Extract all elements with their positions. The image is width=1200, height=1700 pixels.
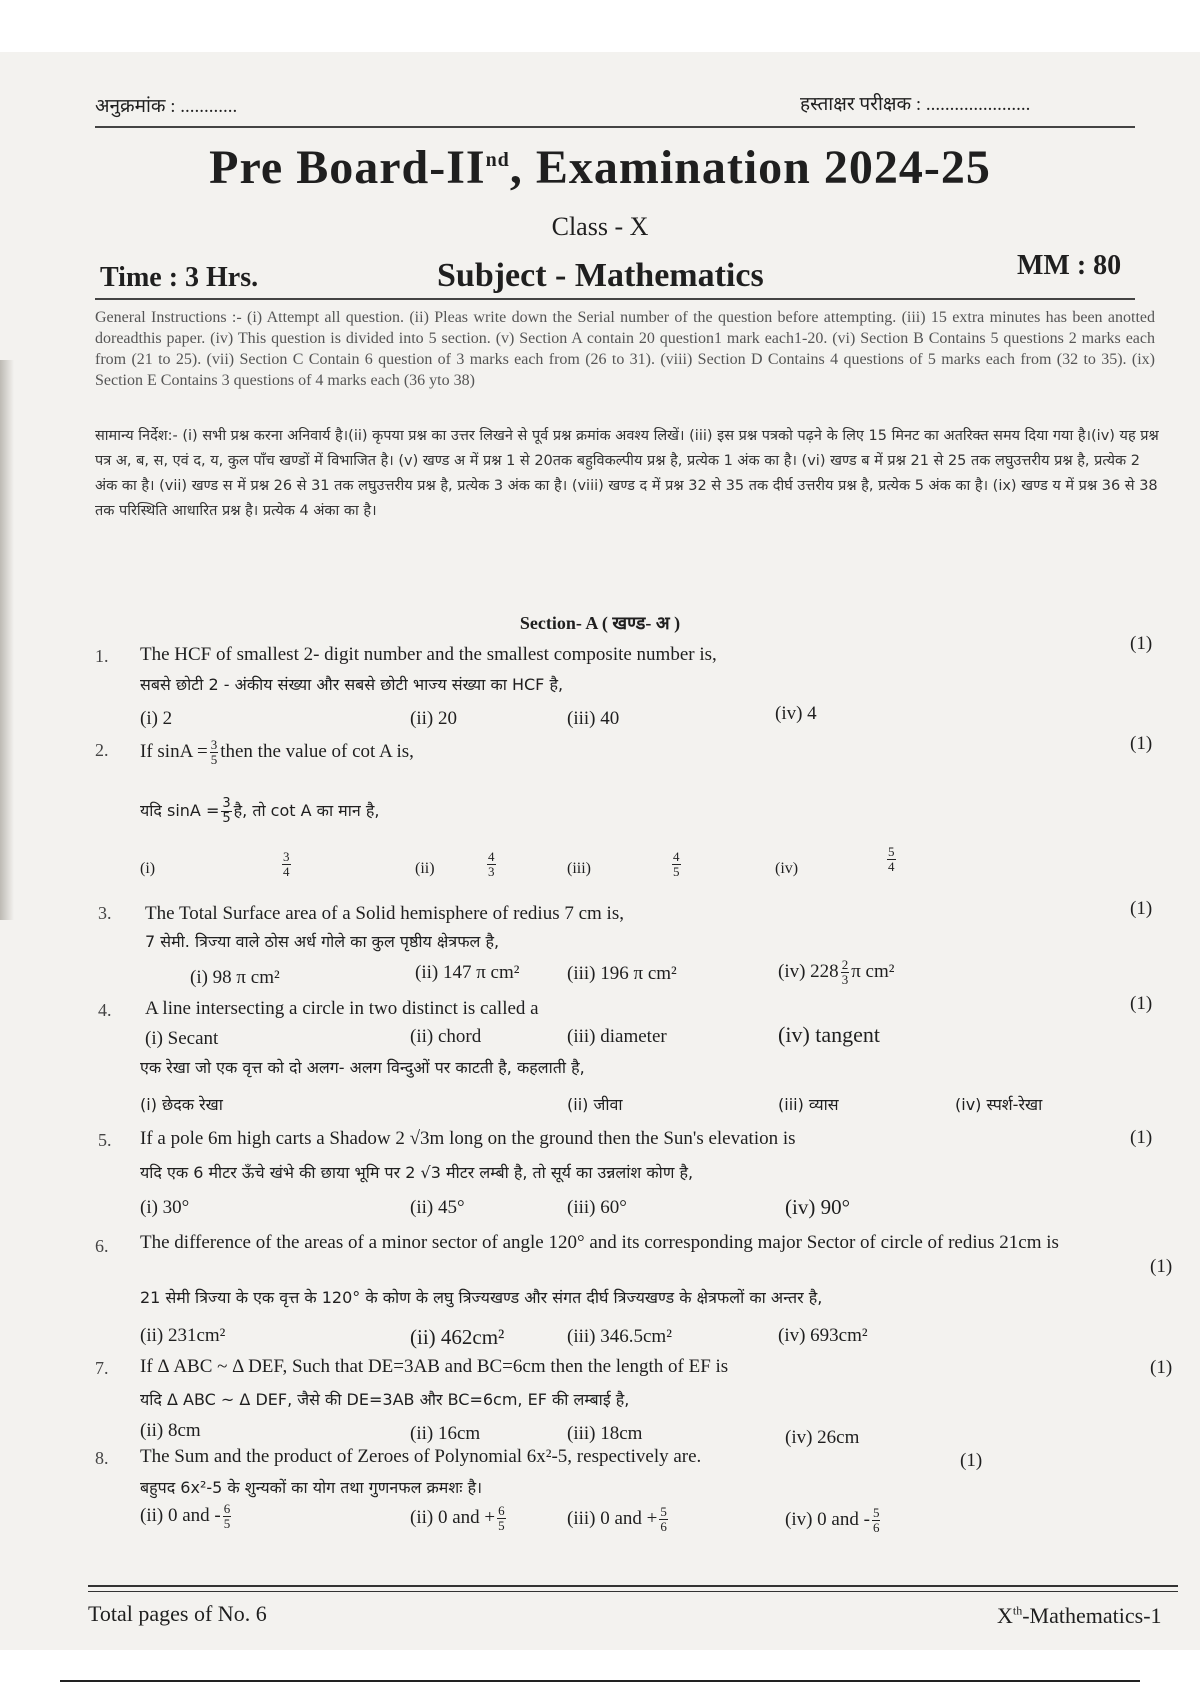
q1-option-2: (ii) 20 [410, 708, 457, 729]
q6-option-1: (ii) 231cm² [140, 1325, 226, 1346]
q3-marks: (1) [1130, 898, 1153, 919]
q2-option-3-value: $\frac{4}{5}$ [673, 849, 680, 879]
q8-text-en: The Sum and the product of Zeroes of Polynomial 6x²-5, respectively are. [140, 1446, 702, 1467]
q7-option-4: (iv) 26cm [785, 1427, 860, 1448]
q6-number: 6. [95, 1236, 109, 1256]
q6-text-hi: 21 सेमी त्रिज्या के एक वृत्त के 120° के कोण के लघु त्रिज्यखण्ड और संगत दीर्घ त्रिज्यखण्ड के क्षेत्रफलों का अन्तर है, [140, 1288, 823, 1307]
q6-text-en: The difference of the areas of a minor sector of angle 120° and its corresponding major Sector of circle of redius 21cm is [140, 1232, 1059, 1253]
footer-rule-2 [88, 1591, 1178, 1592]
footer-rule-1 [88, 1585, 1178, 1587]
section-a-title: Section- A ( खण्ड- अ ) [519, 613, 681, 633]
q5-marks: (1) [1130, 1127, 1153, 1148]
q3-number: 3. [98, 903, 112, 923]
q1-marks: (1) [1130, 633, 1153, 654]
q5-text-en: If a pole 6m high carts a Shadow 2 √3m long on the ground then the Sun's elevation is [140, 1128, 796, 1149]
q3-text-en: The Total Surface area of a Solid hemisphere of redius 7 cm is, [145, 903, 624, 924]
time-label: Time : 3 Hrs. [100, 262, 259, 293]
page-fold-shadow [0, 360, 14, 920]
q2-option-4-value: $\frac{5}{4}$ [888, 844, 895, 874]
q7-number: 7. [95, 1358, 109, 1378]
q4-option-2-hi: (ii) जीवा [567, 1095, 623, 1114]
q2-number: 2. [95, 740, 109, 760]
q4-marks: (1) [1130, 993, 1153, 1014]
q7-option-3: (iii) 18cm [567, 1423, 643, 1444]
q2-sin-fraction-hi: $\frac{3}{5}$ [222, 796, 231, 826]
q2-sin-fraction: $\frac{3}{5}$ [210, 737, 218, 767]
q6-option-4: (iv) 693cm² [778, 1325, 868, 1346]
q2-option-2-label: (ii) [415, 860, 435, 877]
q2-marks: (1) [1130, 733, 1153, 754]
q6-marks: (1) [1150, 1256, 1173, 1277]
max-marks-label: MM : 80 [1017, 250, 1122, 281]
q4-option-4: (iv) tangent [778, 1022, 881, 1047]
title-rule [95, 298, 1135, 300]
q5-option-4: (iv) 90° [785, 1195, 850, 1219]
q4-option-1: (i) Secant [145, 1028, 219, 1049]
q4-text-hi: एक रेखा जो एक वृत्त को दो अलग- अलग विन्दुओं पर काटती है, कहलाती है, [140, 1058, 585, 1077]
total-pages-label: Total pages of No. 6 [88, 1601, 267, 1626]
q4-option-4-hi: (iv) स्पर्श-रेखा [955, 1095, 1043, 1114]
q1-option-4: (iv) 4 [775, 703, 817, 724]
q3-text-hi: 7 सेमी. त्रिज्या वाले ठोस अर्ध गोले का कुल पृष्ठीय क्षेत्रफल है, [145, 932, 500, 951]
q2-option-2-value: $\frac{4}{3}$ [488, 849, 495, 879]
subject-label: Subject - Mathematics [437, 257, 764, 294]
page-label: Xth-Mathematics-1 [997, 1603, 1162, 1628]
q5-text-hi: यदि एक 6 मीटर ऊँचे खंभे की छाया भूमि पर 2 √3 मीटर लम्बी है, तो सूर्य का उन्नलांश कोण है, [140, 1163, 694, 1182]
q2-text-hi: यदि sinA = $\frac{3}{5}$ है, तो cot A का मान है, [140, 796, 380, 826]
q4-option-1-hi: (i) छेदक रेखा [140, 1095, 223, 1114]
q3-option-1: (i) 98 π cm² [190, 967, 280, 988]
q8-option-4: (iv) 0 and - $\frac{5}{6}$ [785, 1505, 880, 1535]
q8-option-2: (ii) 0 and + $\frac{6}{5}$ [410, 1503, 505, 1533]
q3-option-2: (ii) 147 π cm² [415, 962, 520, 983]
q1-option-3: (iii) 40 [567, 708, 620, 729]
roll-number-label: अनुक्रमांक : ............ [95, 96, 238, 117]
q6-option-2: (ii) 462cm² [410, 1325, 505, 1349]
bottom-rule [60, 1680, 1140, 1682]
q7-option-2: (ii) 16cm [410, 1423, 481, 1444]
q7-text-en: If Δ ABC ~ Δ DEF, Such that DE=3AB and BC=6cm then the length of EF is [140, 1356, 729, 1377]
q6-option-3: (iii) 346.5cm² [567, 1326, 672, 1347]
header-rule [95, 126, 1135, 128]
q4-option-3-hi: (iii) व्यास [778, 1095, 839, 1114]
q7-text-hi: यदि Δ ABC ~ Δ DEF, जैसे की DE=3AB और BC=6cm, EF की लम्बाई है, [140, 1390, 630, 1409]
general-instructions-english: General Instructions :- (i) Attempt all question. (ii) Pleas write down the Serial number of the question before attempting. (iii) 15 extra minutes has been anotted doreadthis paper. (iv) This question is divided into 5 section. (v) Section A contain 20 question1 mark each1-20. (vi) Section B Contains 5 questions 2 marks each from (21 to 25). (vii) Section C Contain 6 question of 3 marks each from (26 to 31). (viii) Section D Contains 4 questions of 5 marks each from (32 to 35). (ix) Section E Contains 3 questions of 4 marks each (36 yto 38) [95, 309, 1155, 389]
q8-text-hi: बहुपद 6x²-5 के शुन्यकों का योग तथा गुणनफल क्रमशः है। [140, 1478, 483, 1497]
q8-marks: (1) [960, 1450, 983, 1471]
q8-option-3: (iii) 0 and + $\frac{5}{6}$ [567, 1504, 667, 1534]
q2-option-1-value: $\frac{3}{4}$ [283, 849, 290, 879]
examiner-signature-label: हस्ताक्षर परीक्षक : ...................... [800, 94, 1031, 115]
q4-text-en: A line intersecting a circle in two distinct is called a [145, 998, 539, 1019]
q2-option-1-label: (i) [140, 860, 156, 877]
q3-option-3: (iii) 196 π cm² [567, 963, 677, 984]
q1-text-en: The HCF of smallest 2- digit number and the smallest composite number is, [140, 644, 717, 665]
q7-option-1: (ii) 8cm [140, 1420, 201, 1441]
q7-marks: (1) [1150, 1357, 1173, 1378]
q2-option-4-label: (iv) [775, 860, 799, 877]
q8-number: 8. [95, 1448, 109, 1468]
general-instructions-hindi: सामान्य निर्देश:- (i) सभी प्रश्न करना अनिवार्य है।(ii) कृपया प्रश्न का उत्तर लिखने से पूर्व प्रश्न क्रमांक अवश्य लिखें। (iii) इस प्रश्न पत्रको पढ़ने के लिए 15 मिनट का अतरिक्त समय दिया गया है।(iv) यह प्रश्न पत्र अ, ब, स, एवं द, य, कुल पाँच खण्डों में विभाजित है। (v) खण्ड अ में प्रश्न 1 से 20तक बहुविकल्पीय प्रश्न है, प्रत्येक 1 अंक का है। (vi) खण्ड ब में प्रश्न 21 से 25 तक लघुउत्तरीय प्रश्न है, प्रत्येक 2 अंक का है। (vii) खण्ड स में प्रश्न 26 से 31 तक लघुउत्तरीय प्रश्न है, प्रत्येक 3 अंक का है। (viii) खण्ड द में प्रश्न 32 से 35 तक दीर्घ उत्तरीय प्रश्न है, प्रत्येक 5 अंक का है। (ix) खण्ड य में प्रश्न 36 से 38 तक परिस्थिति आधारित प्रश्न है। प्रत्येक 4 अंका का है। [95, 428, 1159, 519]
q4-option-2: (ii) chord [410, 1026, 482, 1047]
q1-option-1: (i) 2 [140, 708, 173, 729]
class-label: Class - X [551, 212, 649, 241]
q5-number: 5. [98, 1130, 112, 1150]
q4-number: 4. [98, 1000, 112, 1020]
q2-option-3-label: (iii) [567, 860, 591, 877]
exam-title: Pre Board-IInd, Examination 2024-25 [209, 141, 991, 194]
q4-option-3: (iii) diameter [567, 1026, 667, 1047]
q5-option-3: (iii) 60° [567, 1197, 627, 1218]
q1-text-hi: सबसे छोटी 2 - अंकीय संख्या और सबसे छोटी भाज्य संख्या का HCF है, [140, 675, 564, 694]
q5-option-2: (ii) 45° [410, 1197, 465, 1218]
q5-option-1: (i) 30° [140, 1197, 190, 1218]
q2-text-en: If sinA = $\frac{3}{5}$ then the value of cot A is, [140, 737, 414, 767]
q3-option-4: (iv) 228 $\frac{2}{3}$ π cm² [778, 957, 895, 987]
q1-number: 1. [95, 646, 109, 666]
q8-option-1: (ii) 0 and - $\frac{6}{5}$ [140, 1501, 231, 1531]
